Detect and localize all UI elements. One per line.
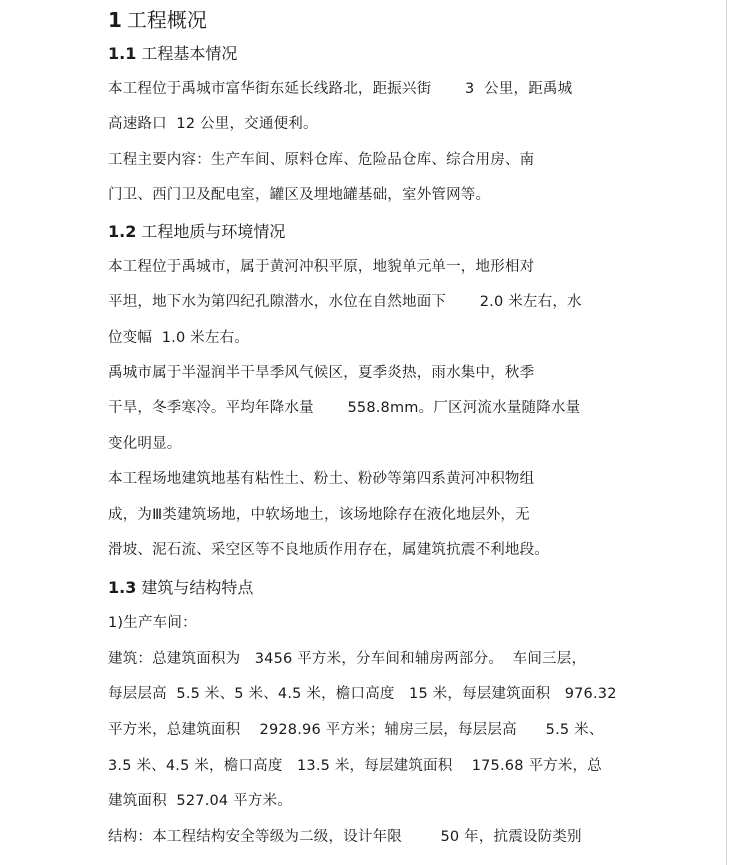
paragraph-line: 结构：本工程结构安全等级为二级，设计年限 50 年，抗震设防类别 <box>108 829 582 845</box>
paragraph-line: 变化明显。 <box>108 436 182 452</box>
section-heading-1-2 <box>108 220 285 244</box>
paragraph-line: 本工程场地建筑地基有粘性土、粉土、粉砂等第四系黄河冲积物组 <box>108 471 535 487</box>
paragraph-line: 本工程位于禹城市富华街东延长线路北，距振兴街 3 公里，距禹城 <box>108 81 573 97</box>
chapter-heading <box>108 6 207 34</box>
paragraph-line: 门卫、西门卫及配电室，罐区及埋地罐基础，室外管网等。 <box>108 187 491 203</box>
chapter-title: 工程概况 <box>126 8 207 32</box>
section-number: 1.2 <box>108 222 137 241</box>
section-heading-1-1 <box>108 42 237 66</box>
paragraph-line: 建筑：总建筑面积为 3456 平方米，分车间和辅房两部分。 车间三层， <box>108 651 587 667</box>
section-heading-1-3 <box>108 576 253 600</box>
section-title: 工程基本情况 <box>141 44 238 63</box>
paragraph-line: 平坦，地下水为第四纪孔隙潜水，水位在自然地面下 2.0 米左右，水 <box>108 294 582 310</box>
paragraph-line: 每层层高 5.5 米、5 米、4.5 米，檐口高度 15 米，每层建筑面积 976.32 <box>108 686 617 702</box>
page-edge-divider <box>726 0 727 865</box>
section-number: 1.3 <box>108 578 137 597</box>
paragraph-line: 3.5 米、4.5 米，檐口高度 13.5 米，每层建筑面积 175.68 平方米，总 <box>108 758 602 774</box>
paragraph-line: 干旱，冬季寒冷。平均年降水量 558.8mm。厂区河流水量随降水量 <box>108 400 581 416</box>
list-item-label: 1)生产车间： <box>108 615 197 631</box>
paragraph-line: 本工程位于禹城市，属于黄河冲积平原，地貌单元单一，地形相对 <box>108 259 535 275</box>
section-title: 工程地质与环境情况 <box>141 222 286 241</box>
paragraph-line: 平方米，总建筑面积 2928.96 平方米；辅房三层，每层层高 5.5 米、 <box>108 722 604 738</box>
paragraph-line: 建筑面积 527.04 平方米。 <box>108 793 292 809</box>
section-number: 1.1 <box>108 44 137 63</box>
section-title: 建筑与结构特点 <box>141 578 254 597</box>
paragraph-line: 禹城市属于半湿润半干旱季风气候区，夏季炎热，雨水集中，秋季 <box>108 365 535 381</box>
paragraph-line: 工程主要内容：生产车间、原料仓库、危险品仓库、综合用房、南 <box>108 152 535 168</box>
paragraph-line: 高速路口 12 公里，交通便利。 <box>108 116 318 132</box>
paragraph-line: 位变幅 1.0 米左右。 <box>108 330 249 346</box>
paragraph-line: 滑坡、泥石流、采空区等不良地质作用存在，属建筑抗震不利地段。 <box>108 542 549 558</box>
chapter-number: 1 <box>108 8 122 32</box>
paragraph-line: 成，为Ⅲ类建筑场地，中软场地土，该场地除存在液化地层外，无 <box>108 507 530 523</box>
